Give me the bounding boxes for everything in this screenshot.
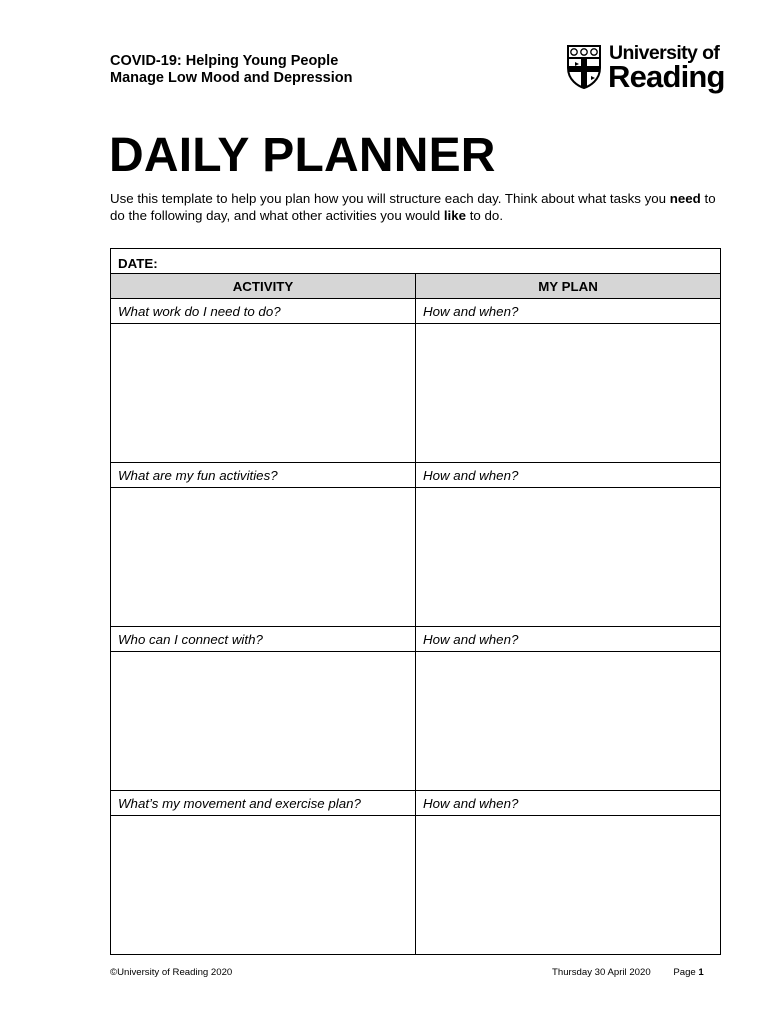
plan-answer-work[interactable] — [416, 324, 721, 463]
university-crest-icon — [566, 44, 602, 90]
activity-column-header: ACTIVITY — [111, 274, 416, 299]
intro-paragraph — [110, 190, 720, 224]
page-number-value: 1 — [698, 967, 704, 978]
page-label: Page — [673, 967, 699, 978]
activity-answer-exercise[interactable] — [111, 816, 416, 955]
activity-prompt-connect: Who can I connect with? — [111, 627, 416, 652]
footer-copyright: ©University of Reading 2020 — [110, 967, 233, 978]
intro-text-2: to do the following day, and what other activities you would — [110, 191, 716, 223]
plan-prompt-fun: How and when? — [416, 463, 721, 488]
activity-answer-work[interactable] — [111, 324, 416, 463]
activity-prompt-work: What work do I need to do? — [111, 299, 416, 324]
plan-answer-connect[interactable] — [416, 652, 721, 791]
logo-text-line-2: Reading — [608, 59, 725, 94]
header-line-2: Manage Low Mood and Depression — [110, 70, 353, 86]
plan-prompt-connect: How and when? — [416, 627, 721, 652]
intro-text-3: to do. — [466, 208, 504, 223]
plan-answer-fun[interactable] — [416, 488, 721, 627]
activity-prompt-fun: What are my fun activities? — [111, 463, 416, 488]
intro-bold-like: like — [443, 208, 467, 223]
page-title: DAILY PLANNER — [109, 129, 496, 182]
plan-answer-exercise[interactable] — [416, 816, 721, 955]
plan-prompt-exercise: How and when? — [416, 791, 721, 816]
intro-text-1: Use this template to help you plan how you will structure each day. Think about what tasks you — [110, 191, 670, 206]
activity-answer-fun[interactable] — [111, 488, 416, 627]
university-logo — [566, 42, 725, 94]
planner-table — [110, 248, 721, 955]
date-label: DATE: — [118, 256, 158, 271]
page-number — [673, 967, 703, 978]
activity-prompt-exercise: What’s my movement and exercise plan? — [111, 791, 416, 816]
header-line-1: COVID-19: Helping Young People — [110, 53, 339, 69]
logo-text-line-1: University of — [609, 42, 720, 64]
intro-bold-need: need — [669, 191, 701, 206]
activity-answer-connect[interactable] — [111, 652, 416, 791]
my-plan-column-header: MY PLAN — [416, 274, 721, 299]
date-field[interactable] — [111, 249, 721, 274]
footer-meta — [552, 967, 704, 978]
document-header — [110, 53, 353, 87]
footer-date: Thursday 30 April 2020 — [552, 967, 651, 978]
plan-prompt-work: How and when? — [416, 299, 721, 324]
